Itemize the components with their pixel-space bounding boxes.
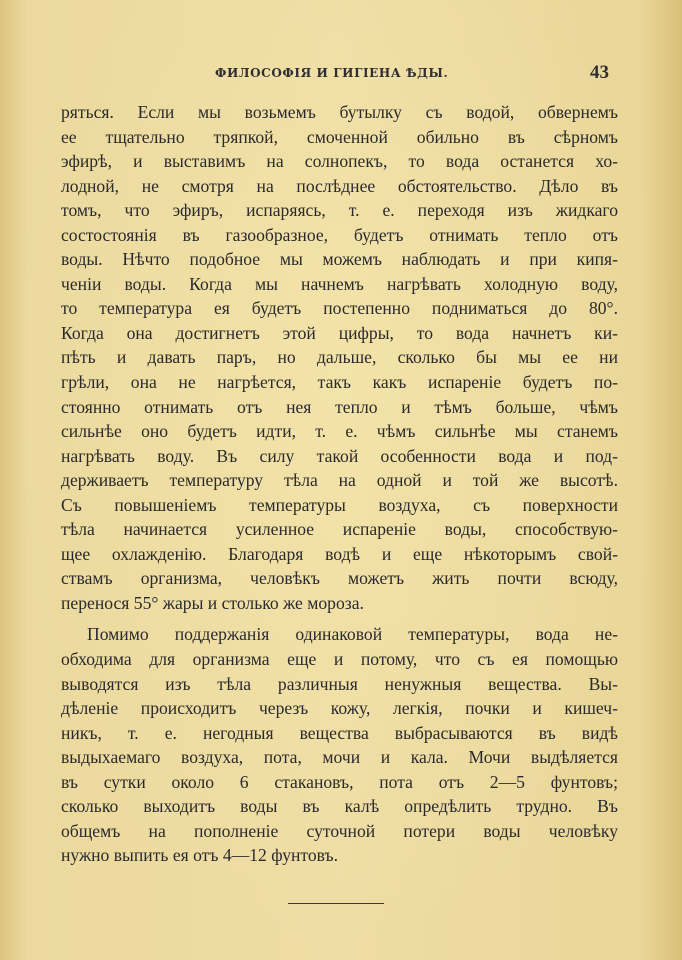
paragraph-gap — [61, 615, 618, 622]
paragraph-1 — [61, 100, 618, 615]
text-line: ченіи воды. Когда мы начнемъ нагрѣвать холодную воду, — [61, 273, 618, 294]
body-text — [61, 100, 618, 868]
running-head — [0, 62, 682, 86]
text-line: состостоянія въ газообразное, будетъ отнимать тепло отъ — [61, 224, 618, 245]
section-end-rule — [288, 903, 384, 904]
text-line: эфирѣ, и выставимъ на солнопекъ, то вода останется хо- — [61, 151, 618, 172]
text-line: ствамъ организма, человѣкъ можетъ жить почти всюду, — [61, 568, 618, 589]
text-line: дѣленіе происходитъ черезъ кожу, легкія, почки и кишеч- — [61, 698, 618, 719]
text-line: никъ, т. е. негодныя вещества выбрасываются въ видѣ — [61, 722, 618, 743]
text-line: сколько выходитъ воды въ калѣ опредѣлить трудно. Въ — [61, 796, 618, 817]
text-line: ряться. Если мы возьмемъ бутылку съ водой, обвернемъ — [61, 102, 618, 122]
text-line: грѣли, она не нагрѣется, такъ какъ испареніе будетъ по- — [61, 372, 618, 393]
text-line: лодной, не смотря на послѣднее обстоятельство. Дѣло въ — [61, 175, 618, 196]
text-line: общемъ на пополненіе суточной потери воды человѣку — [61, 820, 618, 841]
text-line: Когда она достигнетъ этой цифры, то вода начнетъ ки- — [61, 322, 618, 343]
text-line: ее тщательно тряпкой, смоченной обильно въ сѣрномъ — [61, 126, 618, 147]
paragraph-2 — [61, 622, 618, 867]
text-line: воды. Нѣчто подобное мы можемъ наблюдать и при кипя- — [61, 249, 618, 270]
text-line: томъ, что эфиръ, испаряясь, т. е. переходя изъ жидкаго — [61, 200, 618, 221]
text-line: нужно выпить ея отъ 4—12 фунтовъ. — [61, 845, 339, 866]
text-line: обходима для организма еще и потому, что съ ея помощью — [61, 649, 618, 670]
text-line: тѣла начинается усиленное испареніе воды, способствую- — [61, 519, 618, 540]
text-line: щее охлажденію. Благодаря водѣ и еще нѣкоторымъ свой- — [61, 543, 618, 564]
text-line: перенося 55° жары и столько же мороза. — [61, 592, 364, 613]
text-line: то температура ея будетъ постепенно подниматься до 80°. — [61, 298, 618, 319]
text-line: нагрѣвать воду. Въ силу такой особенности вода и под- — [61, 445, 618, 466]
text-line: пѣть и давать паръ, но дальше, сколько бы мы ее ни — [61, 347, 618, 368]
text-line: держиваетъ температуру тѣла на одной и той же высотѣ. — [61, 470, 618, 491]
running-head-title: ФИЛОСОФІЯ И ГИГІЕНА ѢДЫ. — [215, 66, 449, 80]
text-line: стоянно отнимать отъ нея тепло и тѣмъ больше, чѣмъ — [61, 396, 618, 417]
text-line: выдыхаемаго воздуха, пота, мочи и кала. Мочи выдѣляется — [61, 747, 618, 768]
page-number: 43 — [590, 62, 609, 83]
text-line: въ сутки около 6 стакановъ, пота отъ 2—5 фунтовъ; — [61, 771, 618, 792]
text-line: выводятся изъ тѣла различныя ненужныя вещества. Вы- — [61, 673, 618, 694]
text-line: Съ повышеніемъ температуры воздуха, съ поверхности — [61, 494, 618, 515]
text-line: Помимо поддержанія одинаковой температуры, вода не- — [87, 624, 618, 645]
text-line: сильнѣе оно будетъ идти, т. е. чѣмъ сильнѣе мы станемъ — [61, 421, 618, 442]
